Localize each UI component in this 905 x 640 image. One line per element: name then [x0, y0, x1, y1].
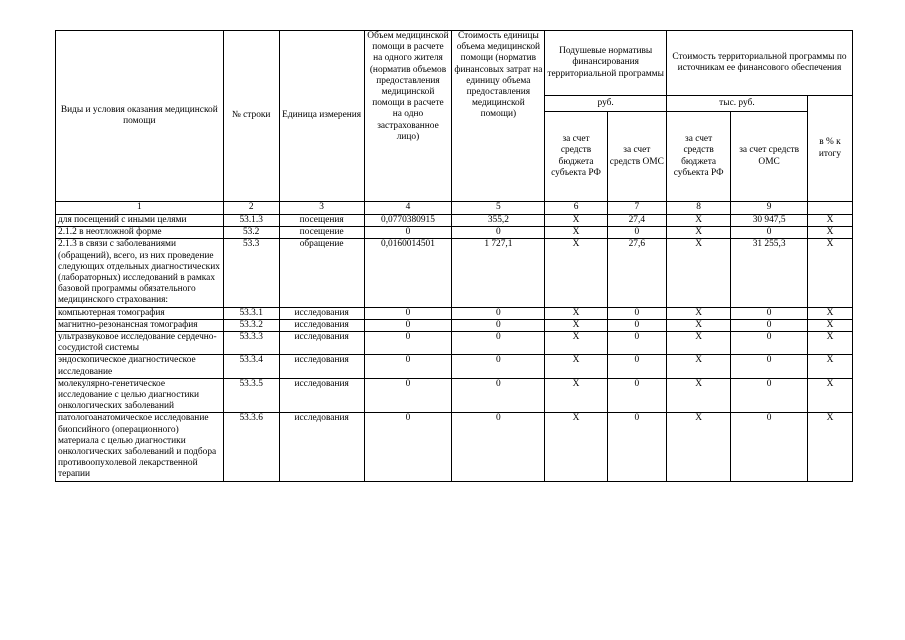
- row-line-number: 53.1.3: [223, 215, 279, 227]
- row-percap-budget: X: [545, 215, 607, 227]
- row-unit: посещение: [279, 227, 364, 239]
- row-percap-budget: X: [545, 355, 607, 378]
- header-cost-budget: за счет средств бюджета субъекта РФ: [666, 112, 730, 202]
- table-row: [56, 332, 853, 355]
- row-volume: 0: [364, 227, 452, 239]
- header-percap-oms: за счет средств ОМС: [607, 112, 666, 202]
- row-cost-oms: 30 947,5: [731, 215, 808, 227]
- row-name: эндоскопическое диагностическое исследование: [56, 355, 224, 378]
- column-number: 2: [223, 202, 279, 215]
- row-line-number: 53.3.2: [223, 319, 279, 331]
- row-unit-cost: 0: [452, 413, 545, 481]
- row-name: 2.1.2 в неотложной форме: [56, 227, 224, 239]
- row-unit: исследования: [279, 319, 364, 331]
- row-percent: X: [807, 215, 852, 227]
- header-per-capita-group: Подушевые нормативы финансирования территориальной программы: [545, 31, 667, 96]
- table-row: [56, 413, 853, 481]
- column-number: 5: [452, 202, 545, 215]
- row-percap-budget: X: [545, 307, 607, 319]
- row-percap-budget: X: [545, 227, 607, 239]
- table-row: [56, 239, 853, 307]
- row-percap-budget: X: [545, 332, 607, 355]
- row-percap-oms: 0: [607, 355, 666, 378]
- row-percap-oms: 0: [607, 413, 666, 481]
- row-percap-budget: X: [545, 319, 607, 331]
- header-unit-thous-rub: тыс. руб.: [666, 96, 807, 112]
- row-cost-budget: X: [666, 413, 730, 481]
- table-row: [56, 227, 853, 239]
- row-percent: X: [807, 307, 852, 319]
- financing-table: [55, 30, 853, 482]
- row-name: магнитно-резонансная томография: [56, 319, 224, 331]
- row-unit: исследования: [279, 413, 364, 481]
- row-line-number: 53.3.5: [223, 378, 279, 413]
- row-name: 2.1.3 в связи с заболеваниями (обращений), всего, из них проведение следующих отдельных диагностических (лабораторных) исследований в рамках базовой программы обязательного медицинского страхования:: [56, 239, 224, 307]
- row-name: компьютерная томография: [56, 307, 224, 319]
- row-line-number: 53.3: [223, 239, 279, 307]
- column-number: 8: [666, 202, 730, 215]
- row-cost-budget: X: [666, 227, 730, 239]
- row-percap-budget: X: [545, 239, 607, 307]
- row-cost-budget: X: [666, 319, 730, 331]
- table-row: [56, 319, 853, 331]
- row-cost-oms: 0: [731, 378, 808, 413]
- row-volume: 0: [364, 307, 452, 319]
- row-unit: исследования: [279, 378, 364, 413]
- header-volume: Объем медицинской помощи в расчете на одного жителя (норматив объемов предоставления медицинской помощи в расчете на одно застрахованное лицо): [364, 31, 452, 202]
- row-cost-budget: X: [666, 332, 730, 355]
- row-unit-cost: 1 727,1: [452, 239, 545, 307]
- row-percap-oms: 27,4: [607, 215, 666, 227]
- column-number: 4: [364, 202, 452, 215]
- header-unit-rub: руб.: [545, 96, 667, 112]
- row-volume: 0: [364, 319, 452, 331]
- row-volume: 0,0770380915: [364, 215, 452, 227]
- row-percap-oms: 27,6: [607, 239, 666, 307]
- row-percent: X: [807, 332, 852, 355]
- row-unit: исследования: [279, 332, 364, 355]
- row-percap-budget: X: [545, 413, 607, 481]
- row-percap-oms: 0: [607, 332, 666, 355]
- table-row: [56, 215, 853, 227]
- row-volume: 0: [364, 378, 452, 413]
- row-cost-budget: X: [666, 239, 730, 307]
- row-volume: 0,0160014501: [364, 239, 452, 307]
- row-volume: 0: [364, 332, 452, 355]
- row-name: ультразвуковое исследование сердечно-сосудистой системы: [56, 332, 224, 355]
- row-cost-oms: 0: [731, 319, 808, 331]
- row-percent: X: [807, 239, 852, 307]
- row-percap-oms: 0: [607, 307, 666, 319]
- row-cost-oms: 0: [731, 355, 808, 378]
- column-number: [807, 202, 852, 215]
- row-percent: X: [807, 319, 852, 331]
- row-cost-oms: 0: [731, 307, 808, 319]
- header-line-number: № строки: [223, 31, 279, 202]
- row-unit-cost: 0: [452, 378, 545, 413]
- row-cost-oms: 31 255,3: [731, 239, 808, 307]
- row-name: для посещений с иными целями: [56, 215, 224, 227]
- row-percap-oms: 0: [607, 227, 666, 239]
- row-cost-budget: X: [666, 215, 730, 227]
- header-percap-budget: за счет средств бюджета субъекта РФ: [545, 112, 607, 202]
- header-percent-total: в % к итогу: [807, 96, 852, 202]
- header-kind: Виды и условия оказания медицинской помощи: [56, 31, 224, 202]
- column-number: 6: [545, 202, 607, 215]
- row-line-number: 53.3.1: [223, 307, 279, 319]
- row-percap-oms: 0: [607, 378, 666, 413]
- row-volume: 0: [364, 355, 452, 378]
- column-number: 1: [56, 202, 224, 215]
- row-name: патологоанатомическое исследование биопсийного (операционного) материала с целью диагностики онкологических заболеваний и подбора противоопухолевой лекарственной терапии: [56, 413, 224, 481]
- row-cost-budget: X: [666, 307, 730, 319]
- row-unit: исследования: [279, 307, 364, 319]
- table-row: [56, 307, 853, 319]
- row-percent: X: [807, 355, 852, 378]
- column-number: 7: [607, 202, 666, 215]
- table-header: [56, 31, 853, 215]
- column-number-row: [56, 202, 853, 215]
- row-unit-cost: 0: [452, 307, 545, 319]
- row-line-number: 53.3.6: [223, 413, 279, 481]
- row-percap-oms: 0: [607, 319, 666, 331]
- row-unit: обращение: [279, 239, 364, 307]
- row-cost-oms: 0: [731, 227, 808, 239]
- row-line-number: 53.3.4: [223, 355, 279, 378]
- row-unit-cost: 0: [452, 227, 545, 239]
- row-unit-cost: 0: [452, 319, 545, 331]
- row-unit-cost: 355,2: [452, 215, 545, 227]
- table-body: [56, 215, 853, 482]
- row-percent: X: [807, 227, 852, 239]
- row-name: молекулярно-генетическое исследование с целью диагностики онкологических заболеваний: [56, 378, 224, 413]
- row-percent: X: [807, 378, 852, 413]
- row-cost-budget: X: [666, 378, 730, 413]
- header-unit: Единица измерения: [279, 31, 364, 202]
- column-number: 3: [279, 202, 364, 215]
- column-number: 9: [731, 202, 808, 215]
- row-line-number: 53.3.3: [223, 332, 279, 355]
- row-cost-oms: 0: [731, 332, 808, 355]
- header-program-cost-group: Стоимость территориальной программы по источникам ее финансового обеспечения: [666, 31, 852, 96]
- row-unit: посещения: [279, 215, 364, 227]
- table-row: [56, 355, 853, 378]
- row-cost-oms: 0: [731, 413, 808, 481]
- row-line-number: 53.2: [223, 227, 279, 239]
- header-unit-cost: Стоимость единицы объема медицинской помощи (норматив финансовых затрат на единицу объема предоставления медицинской помощи): [452, 31, 545, 202]
- row-percap-budget: X: [545, 378, 607, 413]
- row-unit: исследования: [279, 355, 364, 378]
- row-volume: 0: [364, 413, 452, 481]
- row-unit-cost: 0: [452, 332, 545, 355]
- row-unit-cost: 0: [452, 355, 545, 378]
- table-row: [56, 378, 853, 413]
- row-percent: X: [807, 413, 852, 481]
- row-cost-budget: X: [666, 355, 730, 378]
- header-cost-oms: за счет средств ОМС: [731, 112, 808, 202]
